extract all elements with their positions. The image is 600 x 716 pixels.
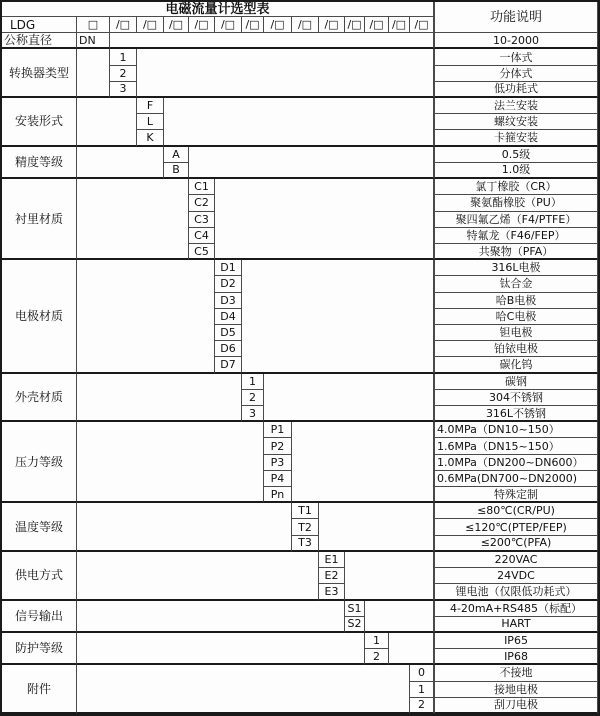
desc-cell: 法兰安装 [434, 98, 598, 114]
code-cell: P3 [264, 455, 292, 471]
group-label: 外壳材质 [2, 374, 77, 423]
model-segment-box: /□ [110, 17, 137, 33]
group-label: 信号输出 [2, 601, 77, 633]
spacer-cell [345, 552, 434, 601]
model-segment-box: /□ [292, 17, 319, 33]
group-label: 电极材质 [2, 260, 77, 373]
code-cell: 1 [365, 633, 389, 649]
code-cell: D5 [215, 325, 242, 341]
spacer-cell [77, 49, 110, 98]
spacer-cell [77, 503, 292, 552]
model-base-box: □ [77, 17, 110, 33]
spacer-cell [77, 665, 410, 714]
code-cell: S2 [345, 617, 365, 633]
model-segment-box: /□ [164, 17, 189, 33]
desc-cell: HART [434, 617, 598, 633]
group-label: 衬里材质 [2, 179, 77, 260]
model-segment-box: /□ [345, 17, 365, 33]
desc-cell: 哈C电极 [434, 309, 598, 325]
group-label: 供电方式 [2, 552, 77, 601]
desc-cell: 24VDC [434, 568, 598, 584]
model-segment-box: /□ [242, 17, 264, 33]
code-cell: D1 [215, 260, 242, 276]
code-cell: P2 [264, 438, 292, 454]
spacer-cell [242, 260, 434, 373]
desc-cell: 1.0MPa（DN200~DN600） [434, 455, 598, 471]
desc-cell: 哈B电极 [434, 293, 598, 309]
desc-cell: 刮刀电极 [434, 698, 598, 714]
group-label: 温度等级 [2, 503, 77, 552]
code-cell: 1 [242, 374, 264, 390]
code-cell: S1 [345, 601, 365, 617]
spacer-cell [77, 374, 242, 423]
desc-cell: 1.6MPa（DN15~150） [434, 438, 598, 454]
model-segment-box: /□ [264, 17, 292, 33]
desc-cell: 316L不锈钢 [434, 406, 598, 422]
code-cell: D4 [215, 309, 242, 325]
model-segment-box: /□ [215, 17, 242, 33]
code-cell: K [137, 130, 164, 146]
group-label: 公称直径 [2, 33, 77, 49]
table-title: 电磁流量计选型表 [2, 2, 434, 17]
spacer-cell [77, 260, 215, 373]
code-cell: E3 [319, 584, 345, 600]
model-segment-box: /□ [410, 17, 434, 33]
desc-cell: 低功耗式 [434, 82, 598, 98]
desc-cell: 接地电极 [434, 682, 598, 698]
desc-cell: 氯丁橡胶（CR） [434, 179, 598, 195]
code-cell: 2 [110, 66, 137, 82]
code-cell: T3 [292, 536, 319, 552]
desc-cell: 316L电极 [434, 260, 598, 276]
desc-cell: 0.6MPa(DN700~DN2000) [434, 471, 598, 487]
desc-cell: 卡箍安装 [434, 130, 598, 146]
function-description-header: 功能说明 [434, 2, 598, 33]
code-cell: E2 [319, 568, 345, 584]
desc-cell: 共聚物（PFA） [434, 244, 598, 260]
spacer-cell [77, 98, 137, 147]
desc-cell: 聚四氟乙烯（F4/PTFE） [434, 212, 598, 228]
spacer-cell [77, 179, 189, 260]
code-cell: D2 [215, 276, 242, 292]
desc-cell: ≤200℃(PFA) [434, 536, 598, 552]
code-cell: 0 [410, 665, 434, 681]
spacer-cell [77, 422, 264, 503]
code-cell: B [164, 163, 189, 179]
spacer-cell [77, 147, 164, 179]
desc-cell: 锂电池（仅限低功耗式） [434, 584, 598, 600]
code-cell: T2 [292, 519, 319, 535]
code-cell: D3 [215, 293, 242, 309]
desc-cell: 4.0MPa（DN10~150） [434, 422, 598, 438]
desc-cell: 铂铱电极 [434, 341, 598, 357]
desc-cell: 聚氨酯橡胶（PU） [434, 195, 598, 211]
spacer-cell [215, 179, 434, 260]
code-cell: C1 [189, 179, 215, 195]
code-cell: D6 [215, 341, 242, 357]
model-segment-box: /□ [137, 17, 164, 33]
desc-cell: 10-2000 [434, 33, 598, 49]
group-label: 防护等级 [2, 633, 77, 665]
group-label: 附件 [2, 665, 77, 714]
code-cell: 2 [410, 698, 434, 714]
desc-cell: 220VAC [434, 552, 598, 568]
desc-cell: IP68 [434, 649, 598, 665]
code-cell: L [137, 114, 164, 130]
desc-cell: 特殊定制 [434, 487, 598, 503]
code-cell: 1 [410, 682, 434, 698]
group-label: 压力等级 [2, 422, 77, 503]
spacer-cell [319, 503, 434, 552]
desc-cell: ≤120℃(PTEP/FEP) [434, 519, 598, 535]
group-label: 精度等级 [2, 147, 77, 179]
model-segment-box: /□ [365, 17, 389, 33]
group-label: 安装形式 [2, 98, 77, 147]
code-cell: P1 [264, 422, 292, 438]
spacer-cell [164, 98, 434, 147]
spacer-cell [110, 33, 434, 49]
spacer-cell [389, 633, 434, 665]
desc-cell: 钛合金 [434, 276, 598, 292]
spacer-cell [365, 601, 434, 633]
model-segment-box: /□ [189, 17, 215, 33]
spacer-cell [292, 422, 434, 503]
code-cell: DN [77, 33, 110, 49]
desc-cell: ≤80℃(CR/PU) [434, 503, 598, 519]
spacer-cell [264, 374, 434, 423]
code-cell: E1 [319, 552, 345, 568]
spacer-cell [189, 147, 434, 179]
desc-cell: 碳化钨 [434, 357, 598, 373]
spacer-cell [77, 633, 365, 665]
code-cell: C3 [189, 212, 215, 228]
code-cell: T1 [292, 503, 319, 519]
desc-cell: 钽电极 [434, 325, 598, 341]
model-prefix: LDG [2, 17, 77, 33]
code-cell: 3 [242, 406, 264, 422]
desc-cell: 特氟龙（F46/FEP） [434, 228, 598, 244]
desc-cell: 1.0级 [434, 163, 598, 179]
desc-cell: 一体式 [434, 49, 598, 65]
code-cell: C4 [189, 228, 215, 244]
code-cell: F [137, 98, 164, 114]
spacer-cell [77, 601, 345, 633]
code-cell: Pn [264, 487, 292, 503]
desc-cell: 碳钢 [434, 374, 598, 390]
code-cell: 2 [365, 649, 389, 665]
code-cell: P4 [264, 471, 292, 487]
code-cell: C2 [189, 195, 215, 211]
code-cell: 3 [110, 82, 137, 98]
code-cell: A [164, 147, 189, 163]
spacer-cell [77, 552, 319, 601]
desc-cell: 0.5级 [434, 147, 598, 163]
desc-cell: 不接地 [434, 665, 598, 681]
desc-cell: 4-20mA+RS485（标配） [434, 601, 598, 617]
model-segment-box: /□ [389, 17, 410, 33]
group-label: 转换器类型 [2, 49, 77, 98]
model-segment-box: /□ [319, 17, 345, 33]
code-cell: 1 [110, 49, 137, 65]
desc-cell: 螺纹安装 [434, 114, 598, 130]
spacer-cell [137, 49, 434, 98]
code-cell: C5 [189, 244, 215, 260]
code-cell: D7 [215, 357, 242, 373]
code-cell: 2 [242, 390, 264, 406]
desc-cell: IP65 [434, 633, 598, 649]
desc-cell: 分体式 [434, 66, 598, 82]
desc-cell: 304不锈钢 [434, 390, 598, 406]
